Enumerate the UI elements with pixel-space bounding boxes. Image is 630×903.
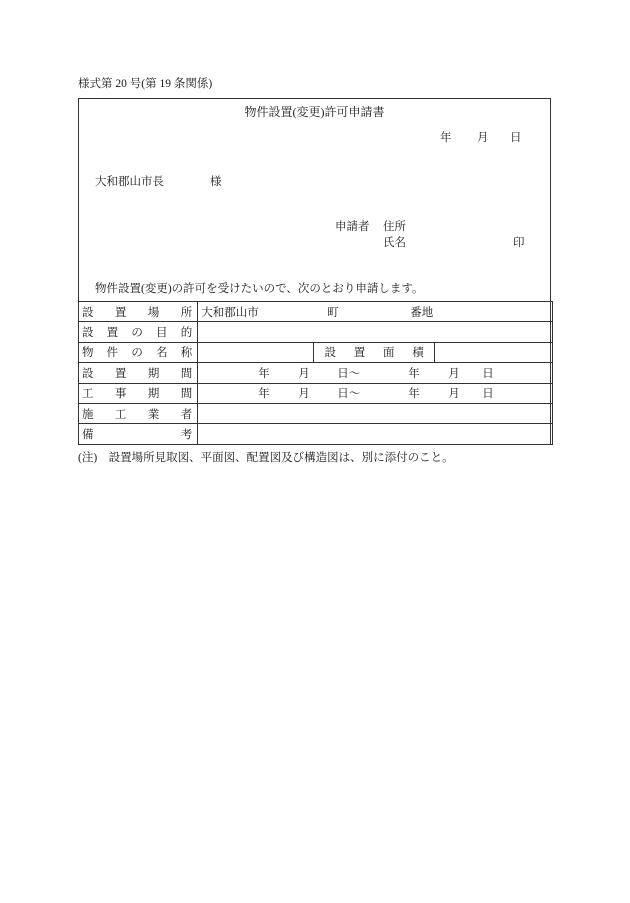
addressee-name: 大和郡山市長 bbox=[95, 176, 164, 188]
row-label-construction-period: 工 事 期 間 bbox=[79, 383, 198, 403]
row-label-installation-purpose: 設 置 の 目 的 bbox=[79, 322, 198, 342]
date-year-label: 年 bbox=[440, 132, 452, 144]
construction-period-from-year: 年 bbox=[258, 388, 270, 401]
installation-period-from-day: 日～ bbox=[337, 367, 361, 380]
construction-period-from-day: 日～ bbox=[337, 388, 361, 401]
applicant-label: 申請者 bbox=[335, 221, 370, 233]
object-name-value-cell bbox=[198, 342, 314, 362]
application-form-box bbox=[78, 98, 551, 445]
seal-mark: 印 bbox=[513, 237, 525, 249]
row-label-contractor: 施 工 業 者 bbox=[79, 403, 198, 423]
installation-purpose-value-cell bbox=[198, 322, 553, 342]
installation-place-value-cell bbox=[198, 302, 553, 322]
installation-period-to-day: 日 bbox=[482, 367, 494, 380]
row-label-installation-place: 設 置 場 所 bbox=[79, 302, 198, 322]
row-label-object-name: 物 件 の 名 称 bbox=[79, 342, 198, 362]
row-label-installation-area: 設 置 面 積 bbox=[314, 342, 434, 362]
construction-period-value-cell bbox=[198, 383, 553, 403]
construction-period-to-year: 年 bbox=[408, 388, 420, 401]
application-table bbox=[78, 301, 553, 445]
form-title: 物件設置(変更)許可申請書 bbox=[244, 105, 385, 119]
applicant-name-label: 氏名 bbox=[383, 237, 406, 249]
contractor-value-cell bbox=[198, 403, 553, 423]
installation-period-to-year: 年 bbox=[408, 367, 420, 380]
installation-place-lot-suffix: 番地 bbox=[410, 306, 434, 319]
construction-period-from-month: 月 bbox=[298, 388, 310, 401]
row-installation-purpose bbox=[79, 322, 553, 342]
row-installation-period bbox=[79, 363, 553, 383]
row-label-remarks: 備 考 bbox=[79, 424, 198, 444]
row-contractor bbox=[79, 403, 553, 423]
applicant-address-label: 住所 bbox=[383, 221, 406, 233]
construction-period-to-month: 月 bbox=[448, 388, 460, 401]
attachment-note: (注) 設置場所見取図、平面図、配置図及び構造図は、別に添付のこと。 bbox=[78, 452, 454, 464]
row-label-installation-period: 設 置 期 間 bbox=[79, 363, 198, 383]
installation-period-value-cell bbox=[198, 363, 553, 383]
row-remarks bbox=[79, 424, 553, 444]
remarks-value-cell bbox=[198, 424, 553, 444]
row-construction-period bbox=[79, 383, 553, 403]
date-month-label: 月 bbox=[477, 132, 489, 144]
installation-period-to-month: 月 bbox=[448, 367, 460, 380]
construction-period-to-day: 日 bbox=[482, 388, 494, 401]
addressee-honorific: 様 bbox=[210, 176, 222, 188]
statement-text: 物件設置(変更)の許可を受けたいので、次のとおり申請します。 bbox=[95, 283, 424, 295]
installation-period-from-month: 月 bbox=[298, 367, 310, 380]
date-day-label: 日 bbox=[510, 132, 522, 144]
installation-place-town-suffix: 町 bbox=[327, 306, 339, 319]
row-installation-place bbox=[79, 302, 553, 322]
installation-period-from-year: 年 bbox=[258, 367, 270, 380]
form-number: 様式第 20 号(第 19 条関係) bbox=[78, 78, 213, 90]
installation-place-city: 大和郡山市 bbox=[201, 306, 259, 319]
installation-area-value-cell bbox=[434, 342, 552, 362]
row-object-name bbox=[79, 342, 553, 362]
